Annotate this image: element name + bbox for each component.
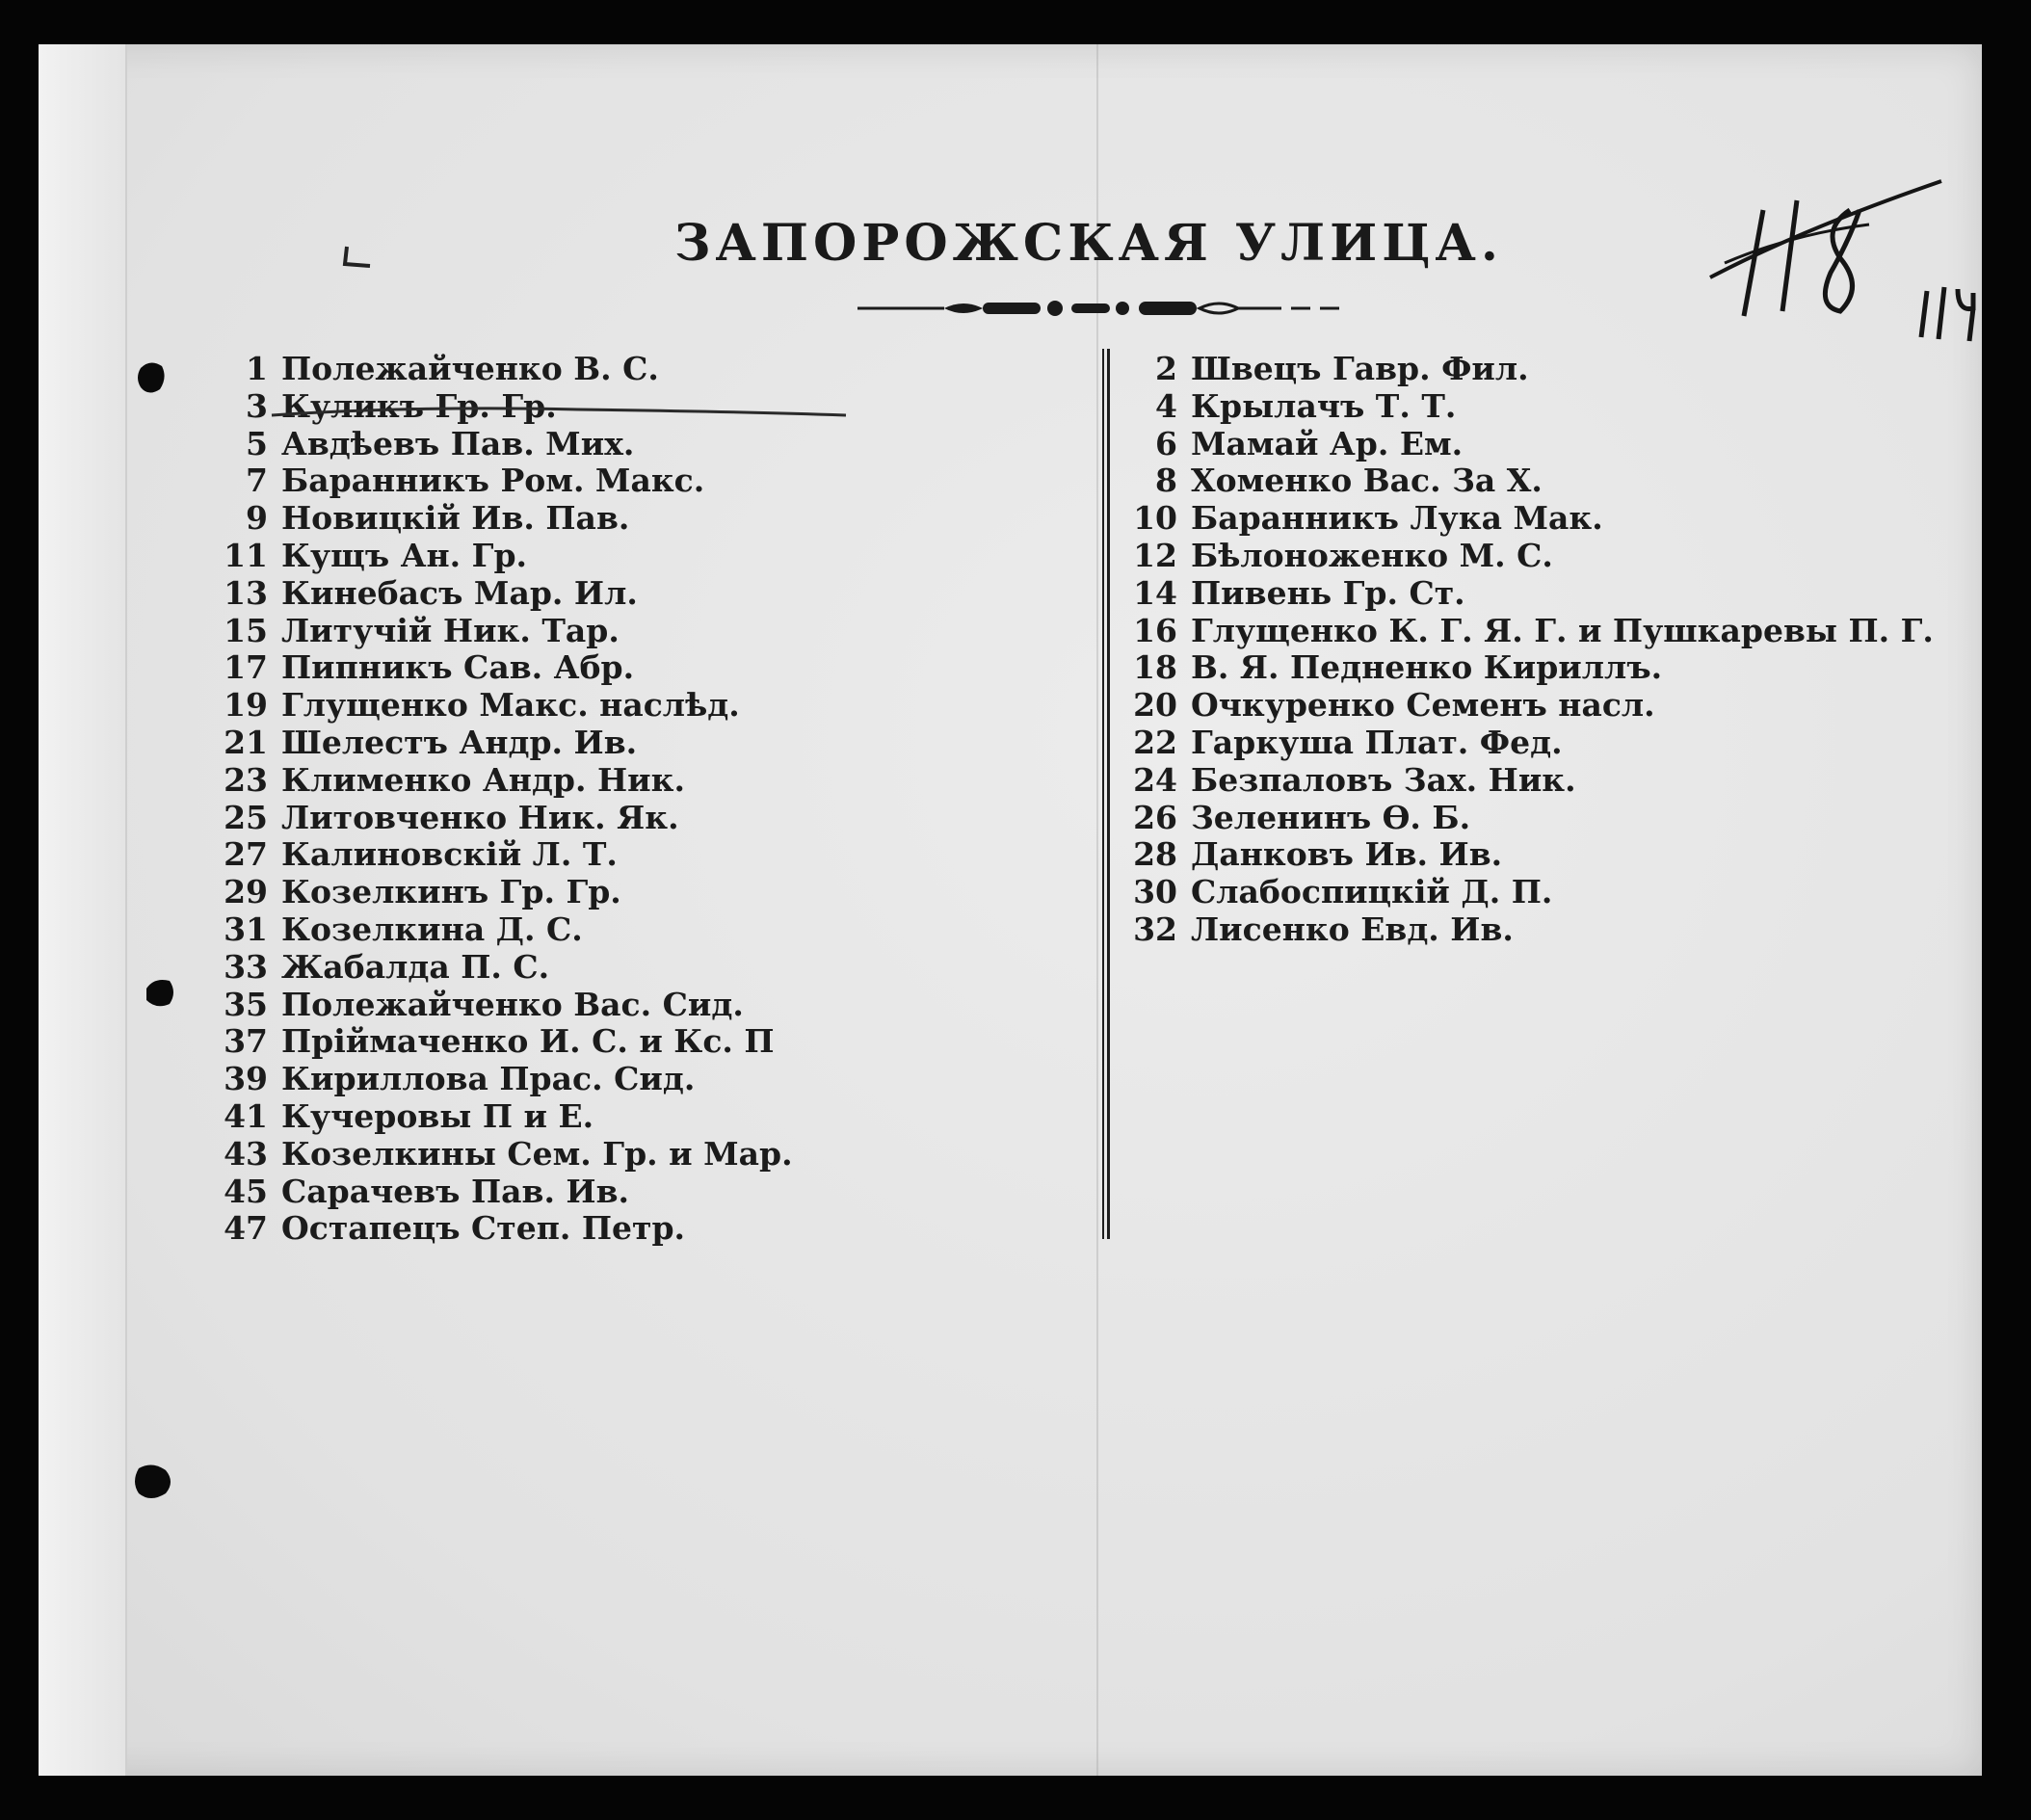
house-number: 11 [224,536,268,574]
address-entry [193,836,793,874]
owner-name: Авдѣевъ Пав. Мих. [281,424,635,462]
owner-name: Козелкины Сем. Гр. и Мар. [281,1134,793,1173]
page-title: ЗАПОРОЖСКАЯ УЛИЦА. [674,214,1503,273]
house-number: 6 [1155,424,1177,462]
house-number: 7 [246,462,268,500]
owner-name: Пипникъ Сав. Абр. [281,648,635,687]
owner-name: Литучій Ник. Тар. [281,611,620,649]
handwritten-corrected-number-icon [1915,279,1983,347]
house-number: 47 [224,1209,268,1248]
house-number: 37 [224,1022,268,1061]
address-entry [193,800,793,837]
owner-name: Мамай Ар. Ем. [1191,424,1464,462]
owner-name: Шелестъ Андр. Ив. [281,723,638,761]
owner-name: Лисенко Евд. Ив. [1191,910,1514,948]
owner-name: Новицкій Ив. Пав. [281,499,630,538]
owner-name: Очкуренко Семенъ насл. [1191,686,1655,725]
address-entry [1120,575,1934,613]
owner-name: Жабалда П. С. [281,947,550,986]
right-address-column [1120,351,1934,949]
address-entry [193,649,793,687]
address-entry [1120,649,1934,687]
house-number: 32 [1133,910,1177,948]
owner-name: Остапецъ Степ. Петр. [281,1209,686,1248]
owner-name: Полежайченко В. С. [281,350,659,387]
decorative-divider-icon [857,294,1339,323]
owner-name: Баранникъ Ром. Макс. [281,462,705,500]
owner-name: Козелкинъ Гр. Гр. [281,873,621,911]
page-edge-strip [39,44,127,1776]
handwritten-page-number-icon [1705,171,1946,335]
owner-name: Данковъ Ив. Ив. [1191,835,1503,874]
house-number: 27 [224,835,268,874]
house-number: 8 [1155,462,1177,500]
address-entry [193,687,793,725]
address-entry [193,874,793,911]
address-entry [193,987,793,1024]
address-entry [1120,725,1934,762]
address-entry [193,575,793,613]
house-number: 25 [224,798,268,836]
punch-hole-icon [143,975,177,1010]
punch-hole-icon [135,358,168,397]
address-entry [193,949,793,987]
house-number: 39 [224,1060,268,1098]
owner-name: Швецъ Гавр. Фил. [1191,350,1529,387]
house-number: 17 [224,648,268,687]
address-entry [193,1174,793,1211]
address-entry [1120,500,1934,538]
left-address-column [193,351,793,1248]
house-number: 1 [246,350,268,387]
house-number: 5 [246,424,268,462]
house-number: 20 [1133,686,1177,725]
owner-name: Сарачевъ Пав. Ив. [281,1172,630,1210]
house-number: 30 [1133,873,1177,911]
address-entry [1120,874,1934,911]
address-entry [193,1136,793,1174]
owner-name: Пріймаченко И. С. и Кс. П [281,1022,775,1061]
house-number: 24 [1133,760,1177,799]
address-entry [193,1023,793,1061]
house-number: 15 [224,611,268,649]
owner-name: Кущъ Ан. Гр. [281,536,528,574]
owner-name: Слабоспицкій Д. П. [1191,873,1553,911]
address-entry [1120,462,1934,500]
owner-name: Глущенко Макс. наслѣд. [281,686,740,725]
house-number: 29 [224,873,268,911]
house-number: 35 [224,985,268,1023]
house-number: 21 [224,723,268,761]
address-entry [193,613,793,650]
punch-hole-icon [131,1461,175,1503]
address-entry [1120,762,1934,800]
owner-name: Кинебасъ Мар. Ил. [281,573,638,612]
house-number: 31 [224,910,268,948]
owner-name: Крылачъ Т. Т. [1191,386,1457,425]
house-number: 23 [224,760,268,799]
owner-name: Полежайченко Вас. Сид. [281,985,744,1023]
owner-name: Зеленинъ Ѳ. Б. [1191,798,1471,836]
house-number: 26 [1133,798,1177,836]
house-number: 9 [246,499,268,538]
house-number: 16 [1133,611,1177,649]
address-entry [1120,388,1934,426]
owner-name: Литовченко Ник. Як. [281,798,679,836]
address-entry [193,1210,793,1248]
house-number: 41 [224,1096,268,1135]
address-entry [1120,687,1934,725]
house-number: 4 [1155,386,1177,425]
owner-name: Баранникъ Лука Мак. [1191,499,1603,538]
address-entry [193,462,793,500]
owner-name: Козелкина Д. С. [281,910,583,948]
address-entry [193,911,793,949]
house-number: 2 [1155,350,1177,387]
address-entry [1120,800,1934,837]
house-number: 19 [224,686,268,725]
house-number: 33 [224,947,268,986]
address-entry [1120,351,1934,388]
address-entry [1120,911,1934,949]
owner-name: Безпаловъ Зах. Ник. [1191,760,1576,799]
owner-name: Гаркуша Плат. Фед. [1191,723,1563,761]
column-divider [1102,349,1110,1239]
address-entry [193,351,793,388]
address-entry [193,762,793,800]
house-number: 43 [224,1134,268,1173]
owner-name: Кириллова Прас. Сид. [281,1060,696,1098]
house-number: 13 [224,573,268,612]
house-number: 10 [1133,499,1177,538]
house-number: 3 [246,386,268,425]
owner-name: Хоменко Вас. За Х. [1191,462,1543,500]
owner-name: Глущенко К. Г. Я. Г. и Пушкаревы П. Г. [1191,611,1934,649]
address-entry [193,725,793,762]
house-number: 45 [224,1172,268,1210]
house-number: 22 [1133,723,1177,761]
owner-name: Клименко Андр. Ник. [281,760,685,799]
owner-name: Кучеровы П и Е. [281,1096,594,1135]
address-entry [193,1061,793,1098]
owner-name: В. Я. Педненко Кириллъ. [1191,648,1663,687]
address-entry [1120,836,1934,874]
house-number: 18 [1133,648,1177,687]
house-number: 12 [1133,536,1177,574]
handwritten-strikeout-icon [270,398,848,423]
address-entry [193,426,793,463]
owner-name: Калиновскій Л. Т. [281,835,618,874]
address-entry [1120,538,1934,575]
owner-name: Пивень Гр. Ст. [1191,573,1465,612]
margin-mark-icon [337,243,376,272]
address-entry [193,1098,793,1136]
owner-name: Бѣлоноженко М. С. [1191,536,1553,574]
address-entry [193,538,793,575]
house-number: 28 [1133,835,1177,874]
address-entry [193,500,793,538]
address-entry [1120,426,1934,463]
owner-name: Куликъ Гр. Гр. [281,386,557,425]
address-entry [1120,613,1934,650]
house-number: 14 [1133,573,1177,612]
